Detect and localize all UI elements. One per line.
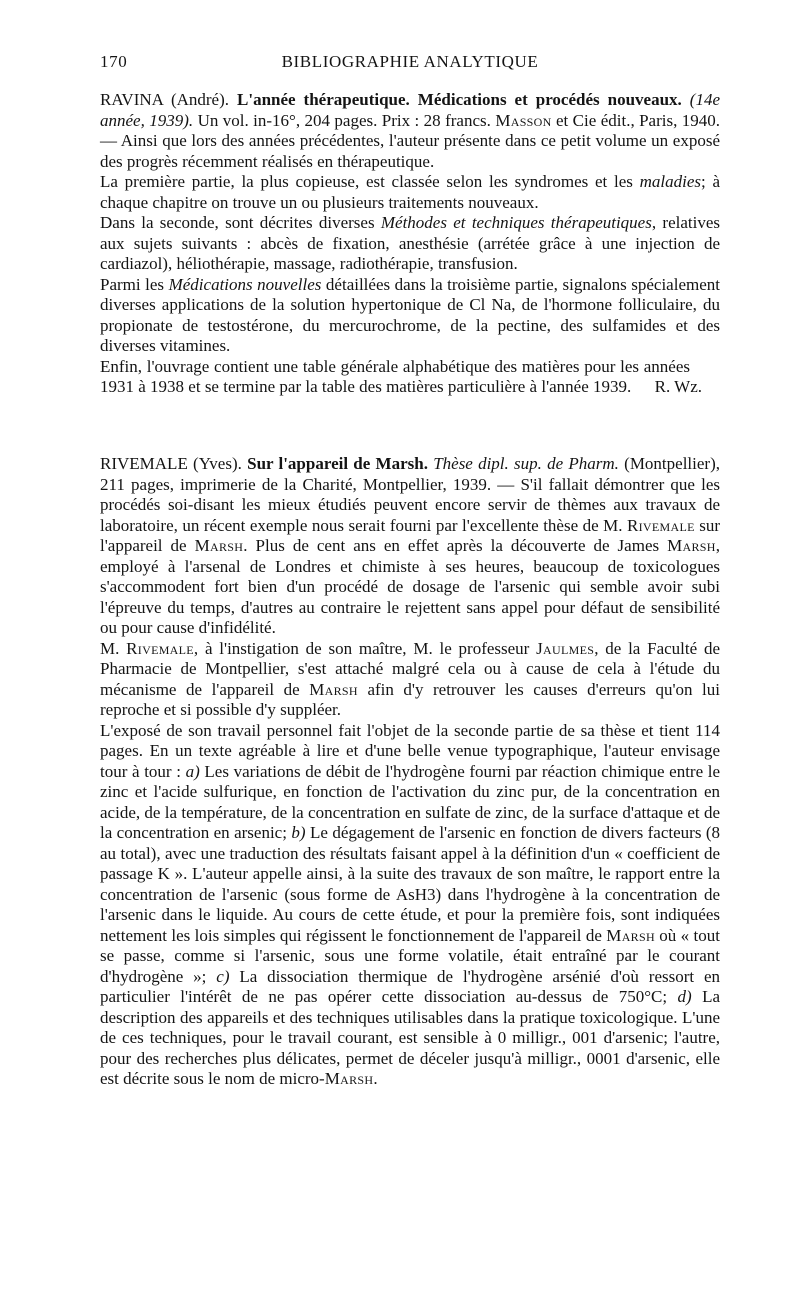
- reviewer-signature: R. Wz.: [654, 377, 702, 396]
- paragraph-text: Parmi les: [100, 274, 165, 294]
- paragraph-text: , employé à l'arsenal de Londres et chimiste à ses heures, beaucoup de toxicologues s'accommodent fort bien d'un procédé de dosage de l'arsenic qui semble avoir subi l'épreuve du temps, d'autres au contraire le rejettent sans appel pour défaut de sensibilité ou pour cause d'infidélité.: [100, 536, 721, 637]
- italic-text: maladies: [639, 172, 702, 191]
- entry-title: Sur l'appareil de Marsh.: [247, 454, 428, 473]
- bibliography-entry-ravina: [100, 90, 720, 398]
- small-caps-name: Marsh: [667, 536, 716, 555]
- small-caps-name: Rivemale: [627, 515, 695, 535]
- bibliography-entry-rivemale: [100, 454, 720, 1090]
- paragraph-text: , de la Faculté de Pharmacie de Montpellier, s'est attaché malgré cela ou à cause de cela à l'étude du mécanisme de l'appareil de: [100, 638, 721, 699]
- entry-paragraph: [100, 172, 720, 213]
- entry-thesis: Thèse dipl. sup. de Pharm.: [433, 454, 619, 473]
- small-caps-name: Marsh: [606, 925, 655, 945]
- paragraph-text: M.: [100, 638, 120, 658]
- paragraph-text: Le dégagement de l'arsenic en fonction de divers facteurs (8 au total), avec une traduction des résultats faisant appel à la définition d'un « coefficient de passage K ». L'auteur appelle ainsi, à la suite des travaux de son maître, le rapport entre la concentration de l'arsenic (sous forme de AsH3) dans l'hydrogène à la concentration de l'arsenic dans le liquide. Au cours de cette étude, et pour la première fois, sont indiquées nettement les lois simples qui régissent le fonctionnement de l'appareil de: [100, 823, 721, 945]
- entry-paragraph: [100, 357, 720, 398]
- paragraph-text: , à l'instigation de son maître, M. le professeur: [193, 638, 530, 658]
- entry-paragraph: [100, 213, 720, 275]
- entry-edition: (14e année, 1939).: [100, 90, 720, 130]
- entry-paragraph: [100, 639, 720, 721]
- entry-paragraph: [100, 721, 720, 1090]
- paragraph-text: . Plus de cent ans en effet après la découverte de James: [243, 536, 660, 555]
- italic-text: c): [216, 966, 230, 986]
- paragraph-text: La première partie, la plus copieuse, est classée selon les syndromes et les: [100, 172, 633, 191]
- small-caps-name: Marsh: [324, 1069, 374, 1088]
- entry-summary: et Cie édit., Paris, 1940. — Ainsi que lors des années précédentes, l'auteur présente dans ce petit volume un exposé des progrès récemment réalisés en thérapeutique.: [100, 110, 721, 171]
- page-number: 170: [100, 52, 128, 71]
- paragraph-text: sur l'appareil de: [100, 515, 720, 555]
- paragraph-text: afin d'y retrouver les causes d'erreurs qu'on lui reproche et si possible d'y suppléer.: [100, 679, 721, 719]
- paragraph-text: Les variations de débit de l'hydrogène fourni par réaction chimique entre le zinc et l'acide sulfurique, en fonction de l'activation du zinc pur, de la concentration en acide, de la température, de la concentration en sulfate de zinc, de la surface d'attaque et de la concentration en arsenic;: [100, 761, 721, 842]
- paragraph-text: ; à chaque chapitre on trouve un ou plusieurs traitements nouveaux.: [100, 172, 721, 212]
- paragraph-text: Enfin, l'ouvrage contient une table générale alphabétique des matières pour les années 1931 à 1938 et se termine par la table des matières particulière à l'année 1939.: [100, 356, 690, 396]
- paragraph-text: L'exposé de son travail personnel fait l'objet de la seconde partie de sa thèse et tient 114 pages. En un texte agréable à lire et d'une belle venue typographique, l'auteur envisage tour à tour :: [100, 720, 720, 781]
- entry-pub-details: Un vol. in-16°, 204 pages. Prix : 28 francs.: [197, 110, 491, 130]
- running-title: BIBLIOGRAPHIE ANALYTIQUE: [281, 52, 539, 71]
- small-caps-name: Marsh: [309, 679, 358, 699]
- paragraph-text: .: [373, 1069, 378, 1088]
- entry-paragraph: [100, 90, 720, 172]
- page-header: [100, 52, 720, 78]
- italic-text: Médications nouvelles: [168, 274, 322, 294]
- italic-text: a): [185, 761, 200, 781]
- italic-text: Méthodes et techniques thérapeutiques: [380, 213, 652, 232]
- italic-text: d): [677, 987, 692, 1006]
- paragraph-text: La dissociation thermique de l'hydrogène arsénié d'où ressort en particulier l'intérêt de ne pas opérer cette dissociation au-dessus de 750°C;: [100, 966, 721, 1006]
- paragraph-text: Dans la seconde, sont décrites diverses: [100, 213, 375, 232]
- small-caps-name: Marsh: [194, 536, 244, 555]
- entry-paragraph: [100, 275, 720, 357]
- paragraph-text: , relatives aux sujets suivants : abcès de fixation, anesthésie (arrétée grâce à une injection de cardiazol), héliothérapie, massage, radiothérapie, transfusion.: [100, 213, 720, 273]
- entry-paragraph: [100, 454, 720, 639]
- publisher-name: Masson: [495, 110, 552, 130]
- paragraph-text: (Montpellier), 211 pages, imprimerie de la Charité, Montpellier, 1939. — S'il fallait démontrer que les procédés soi-disant les mieux étudiés peuvent encore servir de thèmes aux travaux de laboratoire, un récent exemple nous serait fourni par l'excellente thèse de M.: [100, 454, 720, 535]
- italic-text: b): [291, 823, 306, 842]
- paragraph-text: où « tout se passe, comme si l'arsenic, sous une forme volatile, était entraîné par le courant d'hydrogène »;: [100, 925, 720, 986]
- small-caps-name: Rivemale: [126, 638, 194, 658]
- entry-author: RAVINA (André).: [100, 90, 230, 109]
- paragraph-text: détaillées dans la troisième partie, signalons spécialement diverses applications de la solution hypertonique de Cl Na, de l'hormone folliculaire, du propionate de testostérone, du mercurochrome, de la pectine, des sulfamides et des diverses vitamines.: [100, 274, 720, 355]
- entry-author: RIVEMALE (Yves).: [100, 454, 242, 473]
- paragraph-text: La description des appareils et des techniques utilisables dans la pratique toxicologique. L'une de ces techniques, pour le travail courant, est sensible à 0 milligr., 001 d'arsenic; l'autre, pour des recherches plus délicates, permet de déceler jusqu'à milligr., 0001 d'arsenic, elle est décrite sous le nom de micro-: [100, 987, 720, 1088]
- small-caps-name: Jaulmes: [536, 638, 595, 658]
- entry-title: L'année thérapeutique. Médications et procédés nouveaux.: [237, 90, 682, 109]
